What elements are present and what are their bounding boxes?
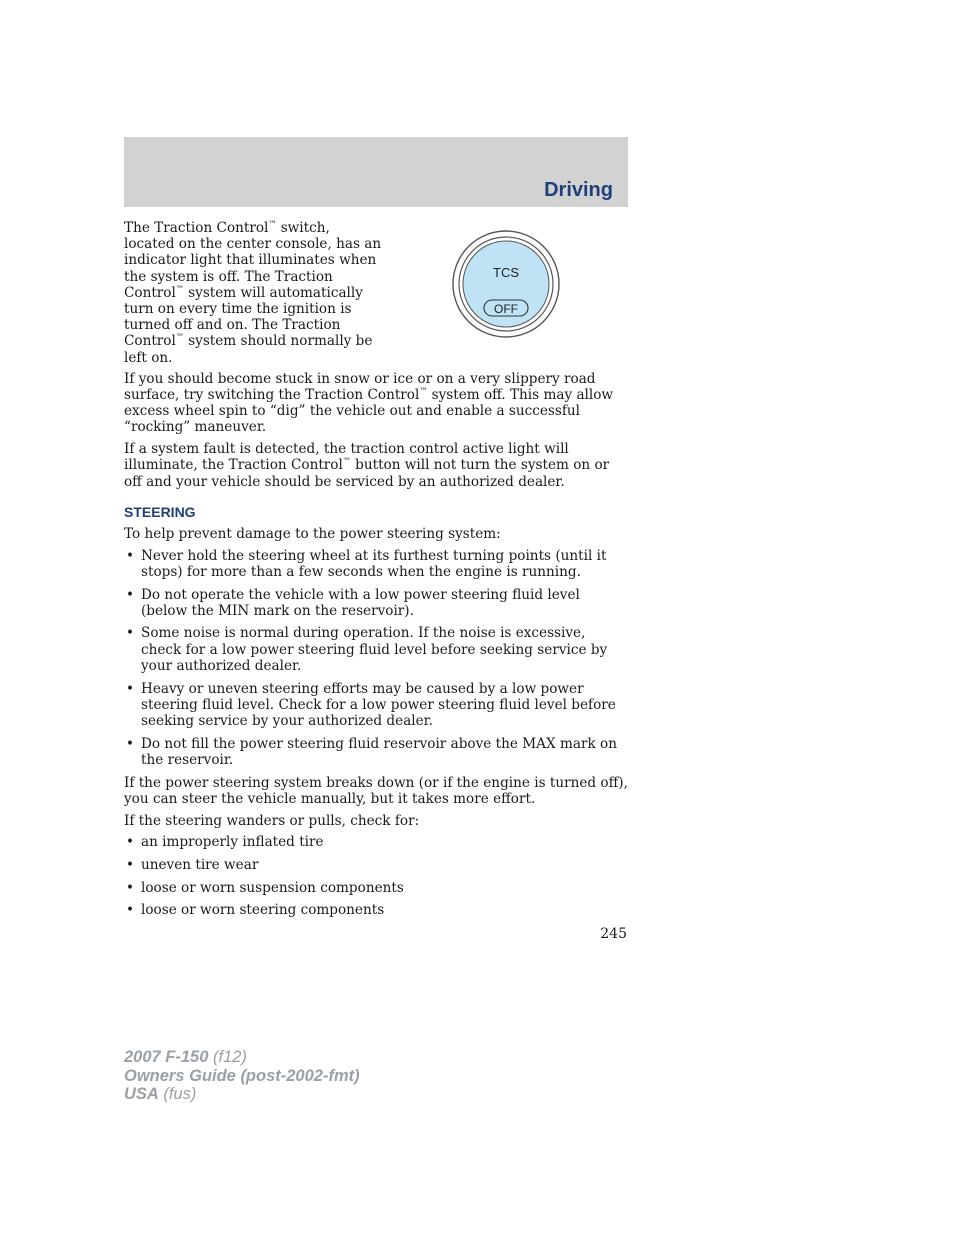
header-band	[124, 137, 628, 207]
stuck-paragraph: If you should become stuck in snow or ice or on a very slippery road surface, try switching the Traction Control™ system off. This may allow excess wheel spin to “dig” the vehicle out and enable a successful “rocking” maneuver.	[124, 370, 614, 436]
steering-heading: STEERING	[124, 503, 196, 520]
footer-line-3: USA (fus)	[124, 1085, 197, 1103]
list-item: • Do not operate the vehicle with a low power steering fluid level (below the MIN mark on the reservoir).	[126, 586, 580, 619]
page-content	[124, 220, 628, 925]
footer-line-2: Owners Guide (post-2002-fmt)	[124, 1066, 360, 1085]
list-item: • Some noise is normal during operation. If the noise is excessive, check for a low power steering fluid level before seeking service by your authorized dealer.	[126, 625, 608, 674]
wanders-paragraph: If the steering wanders or pulls, check for:	[124, 812, 420, 829]
section-title: Driving	[544, 179, 613, 201]
list-item: • Do not fill the power steering fluid reservoir above the MAX mark on the reservoir.	[126, 735, 617, 768]
footer-line-1: 2007 F-150 (f12)	[124, 1048, 247, 1066]
intro-paragraph: The Traction Control™ switch, located on the center console, has an indicator light that illuminates when the system is off. The Traction Control™ system will automatically turn on every time the ignition is turned off and on. The Traction Control™ system should normally be left on.	[124, 219, 382, 366]
breakdown-paragraph: If the power steering system breaks down (or if the engine is turned off), you can steer the vehicle manually, but it takes more effort.	[124, 774, 628, 807]
page-number: 245	[600, 926, 627, 942]
list-item: • uneven tire wear	[126, 856, 259, 873]
fault-paragraph: If a system fault is detected, the traction control active light will illuminate, the Traction Control™ button will not turn the system on or off and your vehicle should be serviced by an authorized dealer.	[124, 441, 610, 490]
steering-check-list	[124, 834, 628, 918]
steering-intro: To help prevent damage to the power steering system:	[124, 525, 501, 542]
tcs-label: TCS	[493, 265, 519, 280]
steering-bullet-list	[124, 548, 628, 768]
off-label: OFF	[494, 302, 518, 316]
list-item: • Never hold the steering wheel at its furthest turning points (until it stops) for more than a few seconds when the engine is running.	[126, 547, 607, 580]
list-item: • an improperly inflated tire	[126, 834, 324, 851]
list-item: • loose or worn steering components	[126, 902, 385, 919]
list-item: • Heavy or uneven steering efforts may be caused by a low power steering fluid level. Check for a low power steering fluid level before seeking service by your authorized dealer.	[126, 680, 616, 729]
list-item: • loose or worn suspension components	[126, 879, 404, 896]
footer-doc-info	[124, 1048, 360, 1104]
